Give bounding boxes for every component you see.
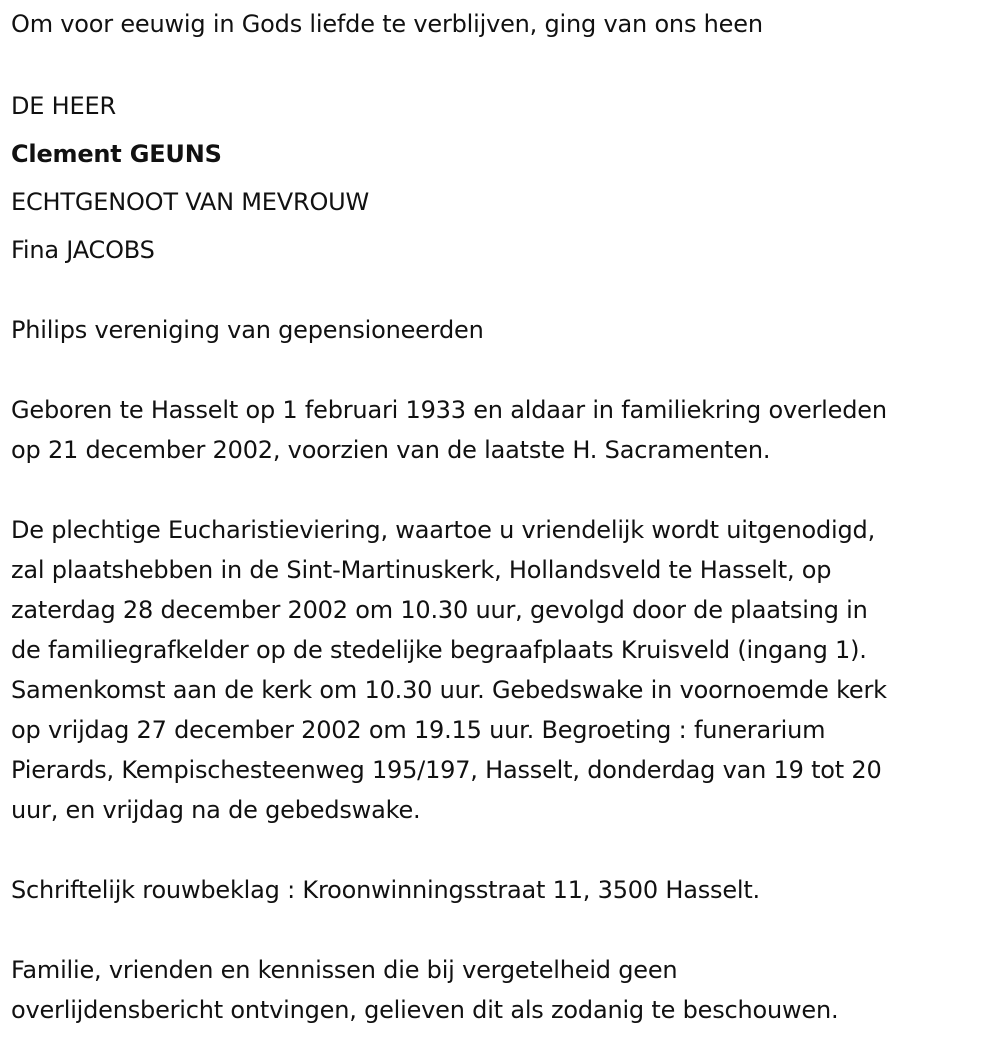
paragraph-line: op vrijdag 27 december 2002 om 19.15 uur. Begroeting : funerarium <box>11 716 826 744</box>
intro-text: Om voor eeuwig in Gods liefde te verblijven, ging van ons heen <box>11 10 763 38</box>
closing-paragraph <box>11 950 996 1030</box>
paragraph-line: Pierards, Kempischesteenweg 195/197, Hasselt, donderdag van 19 tot 20 <box>11 756 882 784</box>
paragraph-line: De plechtige Eucharistieviering, waartoe u vriendelijk wordt uitgenodigd, <box>11 516 876 544</box>
ceremony-paragraph <box>11 510 996 830</box>
obituary-notice <box>11 4 996 1030</box>
paragraph-line: overlijdensbericht ontvingen, gelieven dit als zodanig te beschouwen. <box>11 996 839 1024</box>
spouse-label: ECHTGENOOT VAN MEVROUW <box>11 188 370 216</box>
paragraph-line: uur, en vrijdag na de gebedswake. <box>11 796 421 824</box>
paragraph-line: de familiegrafkelder op de stedelijke begraafplaats Kruisveld (ingang 1). <box>11 636 867 664</box>
paragraph-line: zal plaatshebben in de Sint-Martinuskerk, Hollandsveld te Hasselt, op <box>11 556 832 584</box>
paragraph-line: Geboren te Hasselt op 1 februari 1933 en aldaar in familiekring overleden <box>11 396 887 424</box>
deceased-name: Clement GEUNS <box>11 140 222 168</box>
paragraph-line: zaterdag 28 december 2002 om 10.30 uur, gevolgd door de plaatsing in <box>11 596 868 624</box>
birth-death-paragraph <box>11 390 996 470</box>
spouse-name: Fina JACOBS <box>11 236 155 264</box>
title-prefix: DE HEER <box>11 92 116 120</box>
paragraph-line: Samenkomst aan de kerk om 10.30 uur. Gebedswake in voornoemde kerk <box>11 676 887 704</box>
paragraph-line: op 21 december 2002, voorzien van de laatste H. Sacramenten. <box>11 436 771 464</box>
paragraph-line: Familie, vrienden en kennissen die bij vergetelheid geen <box>11 956 678 984</box>
condolences-text: Schriftelijk rouwbeklag : Kroonwinningsstraat 11, 3500 Hasselt. <box>11 876 760 904</box>
association-text: Philips vereniging van gepensioneerden <box>11 316 484 344</box>
